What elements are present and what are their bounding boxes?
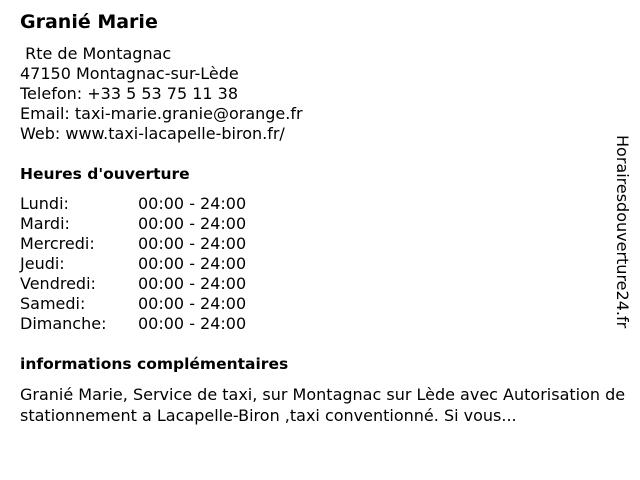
hours-row-saturday [20,294,246,314]
phone-number: Telefon: +33 5 53 75 11 38 [20,84,239,103]
day-label: Lundi: [20,194,69,213]
email-address: Email: taxi-marie.granie@orange.fr [20,104,303,123]
day-label: Vendredi: [20,274,96,293]
time-range: 00:00 - 24:00 [138,254,247,273]
time-range: 00:00 - 24:00 [138,214,247,233]
hours-row-wednesday [20,234,246,254]
street-address: Rte de Montagnac [20,44,172,63]
additional-info-heading: informations complémentaires [20,355,289,373]
hours-row-friday [20,274,246,294]
hours-row-thursday [20,254,246,274]
time-range: 00:00 - 24:00 [138,294,247,313]
contact-block [20,44,303,144]
day-label: Mardi: [20,214,70,233]
day-label: Dimanche: [20,314,107,333]
time-range: 00:00 - 24:00 [138,194,247,213]
hours-row-tuesday [20,214,246,234]
opening-hours-list [20,194,246,334]
city-address: 47150 Montagnac-sur-Lède [20,64,239,83]
time-range: 00:00 - 24:00 [138,234,247,253]
website-url: Web: www.taxi-lacapelle-biron.fr/ [20,124,285,143]
additional-info-text: Granié Marie, Service de taxi, sur Montagnac sur Lède avec Autorisation de stationnement a Lacapelle-Biron ,taxi conventionné. Si vous... [20,385,626,425]
site-brand-label: Horairesdouverture24.fr [613,135,632,329]
time-range: 00:00 - 24:00 [138,314,247,333]
day-label: Mercredi: [20,234,95,253]
time-range: 00:00 - 24:00 [138,274,247,293]
opening-hours-heading: Heures d'ouverture [20,165,190,183]
hours-row-monday [20,194,246,214]
day-label: Samedi: [20,294,86,313]
business-name: Granié Marie [20,11,158,33]
hours-row-sunday [20,314,246,334]
day-label: Jeudi: [20,254,65,273]
